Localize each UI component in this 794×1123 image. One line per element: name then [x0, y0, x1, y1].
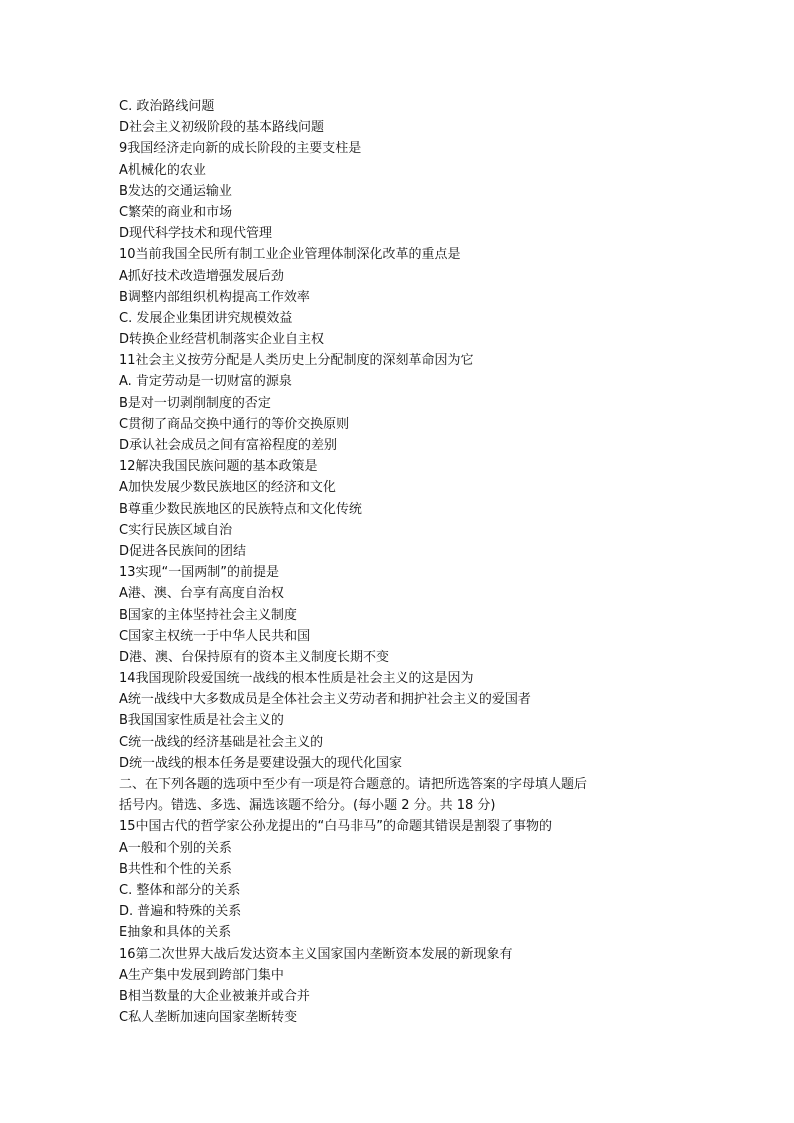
text-line: B是对一切剥削制度的否定: [119, 395, 271, 411]
text-line: B发达的交通运输业: [119, 183, 232, 199]
text-line: D统一战线的根本任务是要建设强大的现代化国家: [119, 755, 403, 771]
text-line: C繁荣的商业和市场: [119, 204, 233, 220]
text-line: B国家的主体坚持社会主义制度: [119, 607, 297, 623]
text-line: 二、在下列各题的选项中至少有一项是符合题意的。请把所选答案的字母填人题后: [119, 777, 588, 792]
text-line: A加快发展少数民族地区的经济和文化: [119, 480, 336, 496]
text-line: 11社会主义按劳分配是人类历史上分配制度的深刻革命因为它: [119, 353, 474, 369]
text-line: A港、澳、台享有高度自治权: [119, 586, 284, 602]
text-line: D促进各民族间的团结: [119, 543, 247, 559]
text-line: 12解决我国民族问题的基本政策是: [119, 459, 318, 475]
text-line: D转换企业经营机制落实企业自主权: [119, 332, 325, 348]
text-line: C私人垄断加速向国家垄断转变: [119, 1010, 298, 1026]
text-line: C贯彻了商品交换中通行的等价交换原则: [119, 416, 350, 432]
text-line: D. 普遍和特殊的关系: [119, 904, 242, 920]
text-line: D港、澳、台保持原有的资本主义制度长期不变: [119, 649, 390, 665]
text-line: D社会主义初级阶段的基本路线问题: [119, 120, 325, 136]
text-line: A机械化的农业: [119, 162, 206, 178]
text-line: 括号内。错选、多选、漏选该题不给分。(每小题 2 分。共 18 分): [119, 798, 496, 814]
text-line: B共性和个性的关系: [119, 861, 232, 877]
text-line: 16第二次世界大战后发达资本主义国家国内垄断资本发展的新现象有: [119, 946, 513, 962]
text-line: B我国国家性质是社会主义的: [119, 713, 284, 729]
text-line: C. 发展企业集团讲究规模效益: [119, 310, 293, 326]
text-line: 9我国经济走向新的成长阶段的主要支柱是: [119, 141, 362, 157]
text-line: B调整内部组织机构提高工作效率: [119, 289, 310, 305]
text-line: 14我国现阶段爱国统一战线的根本性质是社会主义的这是因为: [119, 671, 474, 687]
text-line: B尊重少数民族地区的民族特点和文化传统: [119, 501, 362, 517]
question-text-body: [119, 96, 639, 1028]
text-line: 15中国古代的哲学家公孙龙提出的“白马非马”的命题其错误是割裂了事物的: [119, 819, 553, 835]
text-line: E抽象和具体的关系: [119, 925, 232, 941]
text-line: D承认社会成员之间有富裕程度的差别: [119, 438, 338, 453]
text-line: 13实现“一国两制”的前提是: [119, 565, 280, 581]
text-line: A抓好技术改造增强发展后劲: [119, 268, 284, 284]
text-line: C实行民族区域自治: [119, 522, 233, 538]
text-line: 10当前我国全民所有制工业企业管理体制深化改革的重点是: [119, 247, 461, 263]
text-line: C. 政治路线问题: [119, 99, 215, 114]
text-line: A一般和个别的关系: [119, 840, 232, 856]
text-line: A. 肯定劳动是一切财富的源泉: [119, 374, 292, 390]
text-line: D现代科学技术和现代管理: [119, 226, 273, 242]
text-line: A统一战线中大多数成员是全体社会主义劳动者和拥护社会主义的爱国者: [119, 692, 531, 708]
text-line: C统一战线的经济基础是社会主义的: [119, 734, 324, 750]
text-line: C. 整体和部分的关系: [119, 882, 241, 898]
text-line: A生产集中发展到跨部门集中: [119, 967, 284, 983]
text-line: C国家主权统一于中华人民共和国: [119, 628, 311, 644]
text-line: B相当数量的大企业被兼并或合并: [119, 988, 310, 1004]
